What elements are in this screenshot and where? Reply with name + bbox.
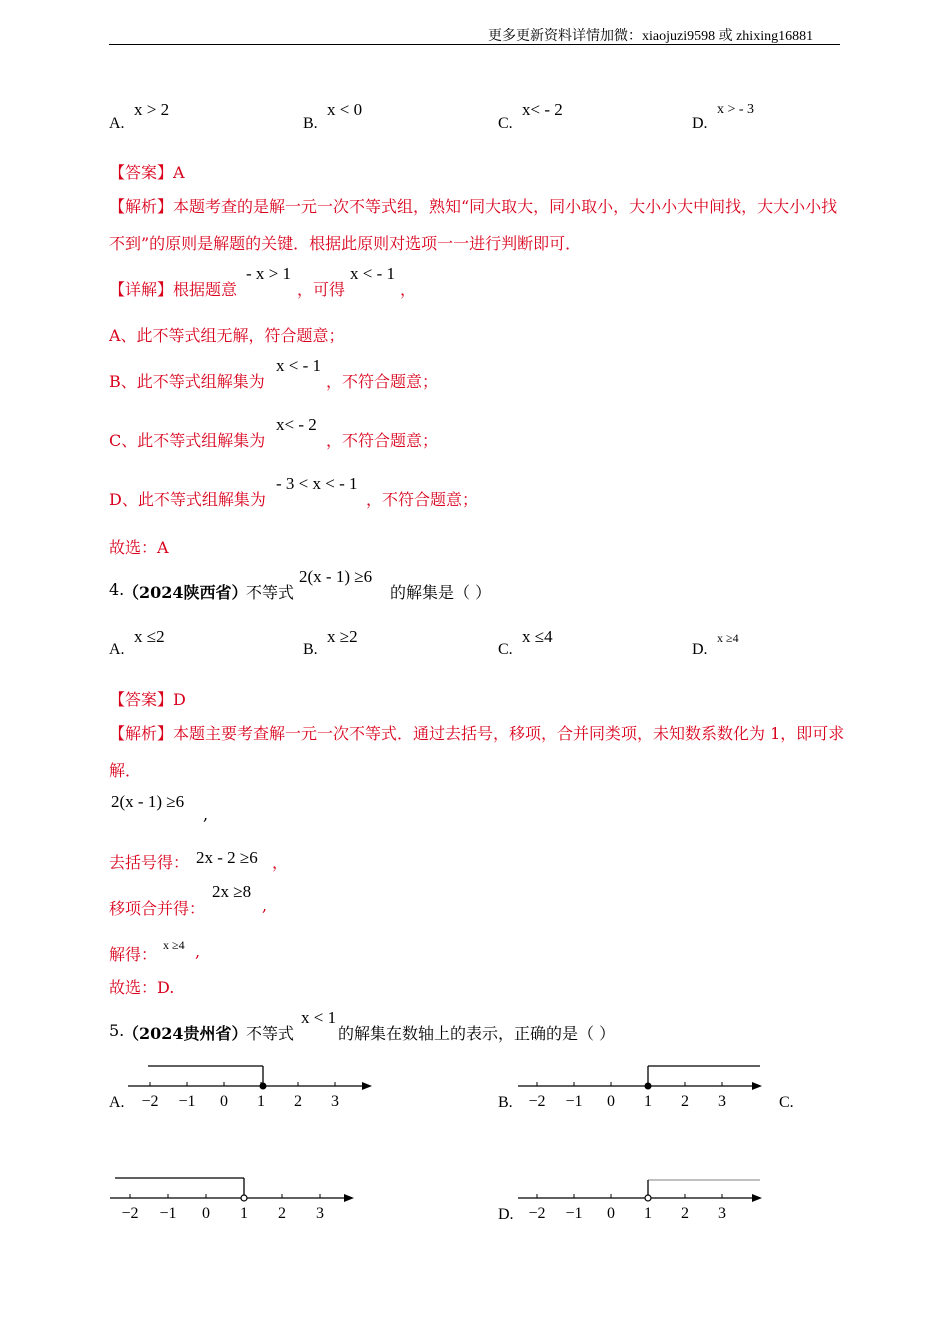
q3-line-d-end: ，不符合题意；	[366, 490, 479, 509]
q3-analysis-line2: 不到”的原则是解题的关键．根据此原则对选项一一进行判断即可．	[109, 234, 582, 253]
header-rule	[109, 44, 840, 45]
page-header: 更多更新资料详情加微：xiaojuzi9598 或 zhixing16881	[488, 29, 814, 44]
q3-option-d-expr: x > - 3	[717, 102, 755, 117]
q4-answer: 【答案】D	[109, 690, 186, 709]
number-line-a	[128, 1060, 378, 1112]
number-line-tick-label: 0	[202, 1205, 210, 1222]
q4-step1-prefix: 去括号得：	[109, 853, 190, 872]
q4-step2-expr: 2x ≥8	[212, 882, 252, 901]
q4-step2-prefix: 移项合并得：	[109, 899, 206, 918]
number-line-b	[518, 1060, 768, 1112]
q4-number: 4.	[109, 580, 125, 599]
q4-option-b-expr: x ≥2	[327, 627, 358, 646]
q4-step1-end: ，	[272, 853, 289, 872]
q3-line-c-prefix: C、此不等式组解集为	[109, 431, 266, 450]
number-line-tick-label: −1	[178, 1093, 196, 1110]
number-line-tick-label: −1	[159, 1205, 177, 1222]
number-line-tick-label: 2	[681, 1205, 689, 1222]
q3-detail-expr2: x < - 1	[350, 264, 395, 283]
q3-option-b-label: B.	[303, 115, 318, 132]
q3-line-a: A、此不等式组无解，符合题意；	[109, 326, 345, 345]
number-line-tick-label: 0	[607, 1205, 615, 1222]
q3-detail-prefix: 【详解】根据题意	[109, 280, 238, 299]
number-line-tick-label: −2	[528, 1205, 546, 1222]
q3-line-c-end: ，不符合题意；	[326, 431, 439, 450]
q5-option-a-label: A.	[109, 1094, 125, 1111]
q3-conclusion: 故选：A	[109, 538, 169, 557]
q5-stem-end: 的解集在数轴上的表示，正确的是（ ）	[338, 1024, 616, 1043]
q4-step1-expr: 2x - 2 ≥6	[196, 848, 258, 867]
q4-step3-expr: x ≥4	[163, 938, 185, 952]
q4-analysis-line2: 解．	[109, 761, 142, 780]
q4-option-a-label: A.	[109, 641, 125, 658]
q5-option-d-label: D.	[498, 1206, 514, 1223]
q3-option-b-expr: x < 0	[327, 100, 363, 119]
number-line-tick-label: 1	[240, 1205, 248, 1222]
q5-stem-expr: x < 1	[301, 1008, 337, 1027]
q4-step3-end: ,	[195, 942, 201, 961]
q4-source: （2024陕西省）	[123, 583, 248, 602]
number-line-tick-label: 1	[644, 1093, 652, 1110]
number-line-tick-label: 0	[220, 1093, 228, 1110]
number-line-tick-label: 3	[316, 1205, 324, 1222]
number-line-d	[518, 1172, 768, 1224]
number-line-tick-label: −2	[121, 1205, 139, 1222]
q4-option-a-expr: x ≤2	[134, 627, 165, 646]
q5-number: 5.	[109, 1021, 125, 1040]
number-line-tick-label: 2	[681, 1093, 689, 1110]
number-line-tick-label: 2	[294, 1093, 302, 1110]
q4-stem-end: 的解集是（ ）	[390, 583, 492, 602]
q4-step0-expr: 2(x - 1) ≥6	[111, 792, 185, 811]
q3-line-b-expr: x < - 1	[276, 356, 321, 375]
q4-conclusion: 故选：D.	[109, 978, 175, 997]
q4-step3-prefix: 解得：	[109, 945, 158, 964]
number-line-c	[110, 1172, 360, 1224]
q5-stem-prefix: 不等式	[246, 1024, 295, 1043]
number-line-tick-label: 3	[718, 1093, 726, 1110]
number-line-tick-label: −2	[141, 1093, 159, 1110]
q3-line-b-end: ，不符合题意；	[326, 372, 439, 391]
q3-option-a-expr: x > 2	[134, 100, 170, 119]
q4-option-d-label: D.	[692, 641, 708, 658]
q3-line-c-expr: x< - 2	[276, 415, 317, 434]
q4-stem-expr: 2(x - 1) ≥6	[299, 567, 373, 586]
q3-detail-mid: ，可得	[297, 280, 346, 299]
q4-option-b-label: B.	[303, 641, 318, 658]
number-line-tick-label: −1	[565, 1093, 583, 1110]
number-line-tick-label: 3	[331, 1093, 339, 1110]
q4-analysis-line1: 【解析】本题主要考查解一元一次不等式．通过去括号，移项，合并同类项，未知数系数化为 1，即可求	[109, 724, 845, 743]
q3-option-a-label: A.	[109, 115, 125, 132]
q3-analysis-line1: 【解析】本题考查的是解一元一次不等式组，熟知“同大取大，同小取小，大小小大中间找，大大小小找	[109, 197, 838, 216]
number-line-tick-label: 1	[257, 1093, 265, 1110]
number-line-tick-label: 2	[278, 1205, 286, 1222]
number-line-tick-label: 0	[607, 1093, 615, 1110]
q4-step2-end: ,	[262, 896, 268, 915]
q4-option-c-expr: x ≤4	[522, 627, 553, 646]
q3-option-c-expr: x< - 2	[522, 100, 563, 119]
q3-detail-expr1: - x > 1	[246, 264, 291, 283]
q3-option-d-label: D.	[692, 115, 708, 132]
number-line-tick-label: −2	[528, 1093, 546, 1110]
q3-line-d-expr: - 3 < x < - 1	[276, 474, 358, 493]
number-line-tick-label: −1	[565, 1205, 583, 1222]
q5-option-b-label: B.	[498, 1094, 513, 1111]
q3-line-b-prefix: B、此不等式组解集为	[109, 372, 265, 391]
q3-line-d-prefix: D、此不等式组解集为	[109, 490, 266, 509]
q4-stem-prefix: 不等式	[246, 583, 295, 602]
q5-option-c-label: C.	[779, 1094, 794, 1111]
q3-option-c-label: C.	[498, 115, 513, 132]
q3-answer: 【答案】A	[109, 163, 185, 182]
q5-source: （2024贵州省）	[123, 1024, 248, 1043]
number-line-tick-label: 3	[718, 1205, 726, 1222]
q3-detail-end: ，	[400, 280, 417, 299]
number-line-tick-label: 1	[644, 1205, 652, 1222]
q4-option-d-expr: x ≥4	[717, 631, 739, 645]
q4-option-c-label: C.	[498, 641, 513, 658]
q4-step0-end: ,	[203, 805, 209, 824]
